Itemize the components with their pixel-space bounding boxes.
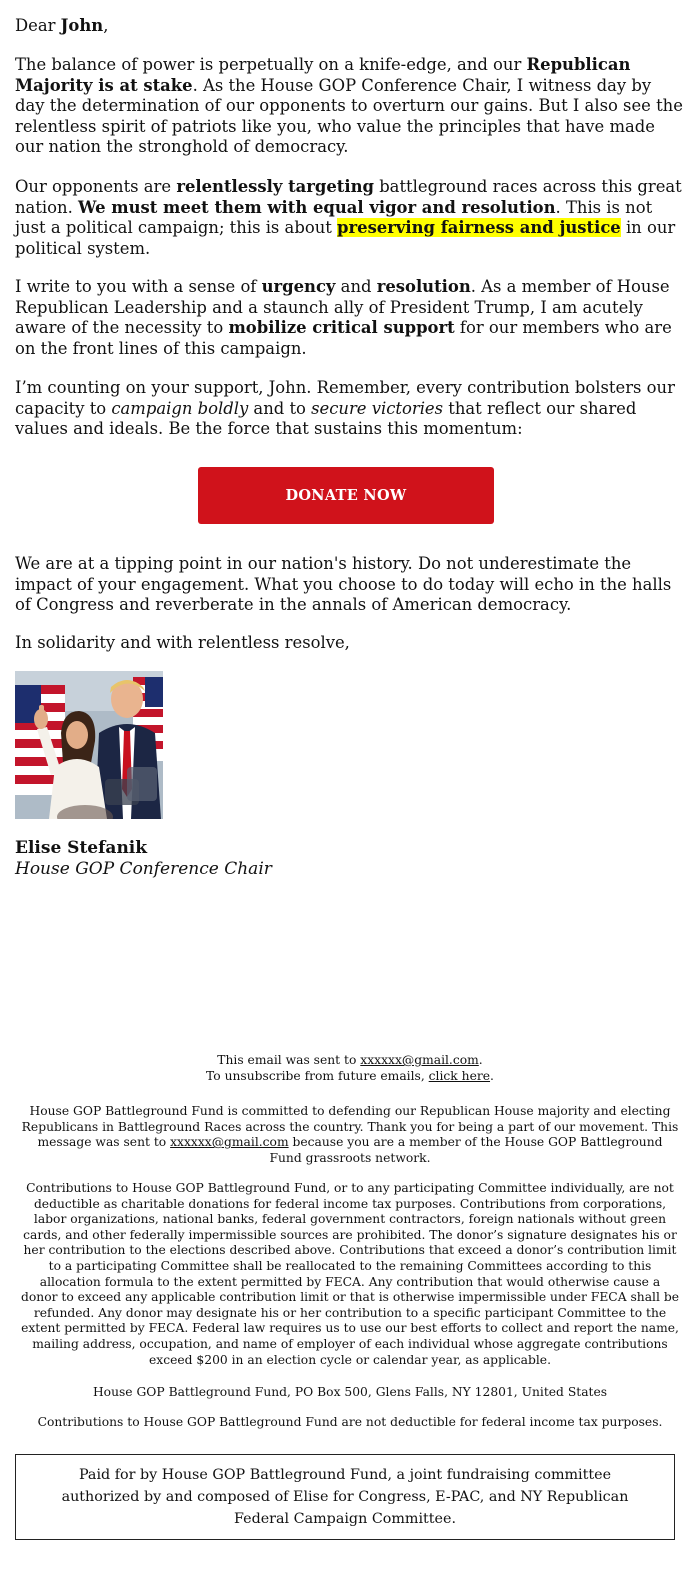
footer-legal: Contributions to House GOP Battleground Fund, or to any participating Committee individually, are not deductible as charitable donations for federal income tax purposes. Contributions from corporations, labor organizations, national banks, federal government contractors, foreign nationals without green cards, and other federally impermissible sources are prohibited. The donor’s signature designates his or her contribution to the elections described above. Contributions that exceed a donor’s contribution limit to a participating Committee shall be reallocated to the remaining Committees according to this allocation formula to the extent permitted by FECA. Any contribution that would otherwise cause a donor to exceed any applicable contribution limit or that is otherwise impermissible under FECA shall be refunded. Any donor may designate his or her contribution to a specific participant Committee to the extent permitted by FECA. Federal law requires us to use our best efforts to collect and report the name, mailing address, occupation, and name of employer of each individual whose aggregate contributions exceed $200 in an election cycle or calendar year, as applicable. <box>21 1181 679 1367</box>
photo-illustration <box>15 671 163 819</box>
p2-text-c: battleground races across this great nation. <box>15 177 682 217</box>
sent-suffix: . <box>478 1053 483 1067</box>
p3-text-g: for our members who are on the front lines of this campaign. <box>15 318 672 358</box>
p3-text-a: I write to you with a sense of <box>15 277 262 296</box>
p2-highlight: preserving fairness and justice <box>337 218 621 238</box>
greeting-prefix: Dear <box>15 16 61 35</box>
signer-photo <box>15 671 163 819</box>
closing-line: In solidarity and with relentless resolve, <box>15 633 350 652</box>
paragraph-5: We are at a tipping point in our nation's history. Do not underestimate the impact of your engagement. What you choose to do today will echo in the halls of Congress and reverberate in the annals of American democracy. <box>15 554 672 615</box>
paid-for-text: Paid for by House GOP Battleground Fund, a joint fundraising committee authorized by and composed of Elise for Congress, E-PAC, and NY Republican Federal Campaign Committee. <box>61 1467 629 1527</box>
footer-tax-note: Contributions to House GOP Battleground Fund are not deductible for federal income tax purposes. <box>37 1415 663 1429</box>
p2-bold-d: We must meet them with equal vigor and resolution <box>78 197 556 217</box>
p3-text-c: and <box>335 277 377 296</box>
p3-text-e: . As a member of House Republican Leadership and a staunch ally of President Trump, I am acutely aware of the necessity to <box>15 277 670 338</box>
unsubscribe-suffix: . <box>490 1068 494 1083</box>
footer-mission <box>20 1104 680 1166</box>
p4-italic-d: secure victories <box>311 398 444 418</box>
p3-bold-b: urgency <box>261 277 336 296</box>
greeting <box>15 16 108 37</box>
recipient-name: John <box>60 16 104 35</box>
p3-bold-f: mobilize critical support <box>228 318 455 338</box>
p2-text-g: in our political system. <box>15 218 676 258</box>
footer-sent-info <box>20 1053 680 1084</box>
p2-text-a: Our opponents are <box>15 177 177 196</box>
signer-title: House GOP Conference Chair <box>15 859 272 879</box>
p4-text-c: and to <box>248 398 312 418</box>
p2-bold-b: relentlessly targeting <box>176 177 374 196</box>
p4-text-e: that reflect our shared values and ideals. Be the force that sustains this momentum: <box>15 398 637 439</box>
mission-text-a: House GOP Battleground Fund is committed to defending our Republican House majority and electing Republicans in Battleground Races across the country. Thank you for being a part of our movement. This message was sent to <box>21 1104 679 1150</box>
footer-address: House GOP Battleground Fund, PO Box 500, Glens Falls, NY 12801, United States <box>92 1385 608 1399</box>
signer-name: Elise Stefanik <box>15 838 148 858</box>
mission-text-b: because you are a member of the House GOP Battleground Fund grassroots network. <box>269 1135 663 1165</box>
mission-email-link[interactable]: xxxxxx@gmail.com <box>170 1135 289 1150</box>
unsubscribe-link[interactable]: click here <box>428 1068 491 1083</box>
recipient-email-link[interactable]: xxxxxx@gmail.com <box>360 1053 479 1067</box>
donate-now-button[interactable]: DONATE NOW <box>198 467 494 524</box>
p3-bold-d: resolution <box>376 277 471 296</box>
p4-text-a: I’m counting on your support, John. Remember, every contribution bolsters our capacity to <box>15 378 675 418</box>
paragraph-1 <box>15 55 685 158</box>
p1-text-c: . As the House GOP Conference Chair, I witness day by day the determination of our opponents to overturn our gains. But I also see the relentless spirit of patriots like you, who value the principles that have made our nation the stronghold of democracy. <box>15 75 683 157</box>
paragraph-4 <box>15 378 685 440</box>
p4-italic-b: campaign boldly <box>111 398 249 418</box>
p1-bold: Republican Majority is at stake <box>15 55 631 95</box>
sent-prefix: This email was sent to <box>217 1053 361 1067</box>
paid-for-disclaimer <box>15 1454 675 1540</box>
paragraph-3 <box>15 277 685 359</box>
paragraph-2 <box>15 177 685 259</box>
p2-text-e: . This is not just a political campaign; this is about <box>15 197 653 238</box>
p1-text-a: The balance of power is perpetually on a knife-edge, and our <box>15 55 527 74</box>
greeting-suffix: , <box>103 16 109 35</box>
unsubscribe-prefix: To unsubscribe from future emails, <box>206 1068 429 1083</box>
